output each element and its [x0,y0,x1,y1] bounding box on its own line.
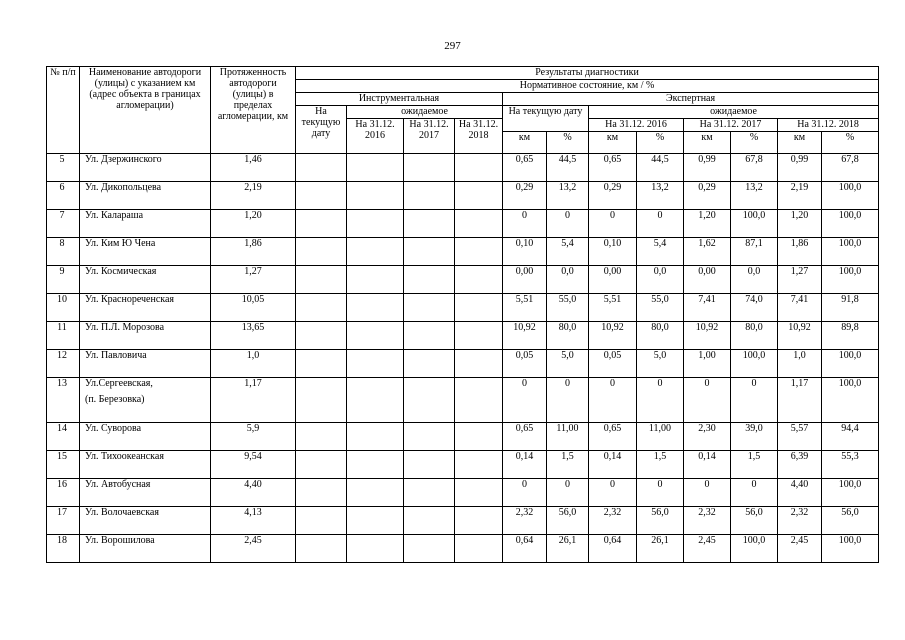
header-pct: % [731,132,778,154]
expert-km-cell: 1,00 [684,350,731,378]
row-number: 15 [47,451,80,479]
instrumental-cell [455,322,503,350]
instrumental-cell [296,479,347,507]
expert-km-cell: 1,20 [778,210,822,238]
road-name-line: Ул. Дзержинского [85,154,162,165]
expert-km-cell: 1,20 [684,210,731,238]
road-name-line: Ул. Суворова [85,423,142,434]
header-inst-current: На текущую дату [296,106,347,154]
expert-km-cell: 1,27 [778,266,822,294]
expert-pct-cell: 74,0 [731,294,778,322]
expert-pct-cell: 56,0 [637,507,684,535]
instrumental-cell [347,182,404,210]
instrumental-cell [296,266,347,294]
road-name-line: Ул.Сергеевская, [85,378,153,389]
expert-km-cell: 0,14 [589,451,637,479]
expert-km-cell: 0,00 [684,266,731,294]
expert-km-cell: 2,45 [684,535,731,563]
row-number: 9 [47,266,80,294]
instrumental-cell [296,154,347,182]
road-name [80,507,211,535]
expert-km-cell: 0 [589,210,637,238]
header-inst-2017: На 31.12. 2017 [404,119,455,154]
instrumental-cell [455,535,503,563]
header-exp-expected: ожидаемое [589,106,879,119]
expert-km-cell: 2,30 [684,423,731,451]
expert-pct-cell: 100,0 [731,210,778,238]
expert-pct-cell: 11,00 [637,423,684,451]
row-number: 16 [47,479,80,507]
expert-km-cell: 0,65 [589,423,637,451]
road-length: 2,45 [211,535,296,563]
instrumental-cell [347,479,404,507]
expert-pct-cell: 39,0 [731,423,778,451]
expert-pct-cell: 26,1 [637,535,684,563]
header-pct: % [637,132,684,154]
road-name-line: Ул. П.Л. Морозова [85,322,165,333]
expert-km-cell: 1,17 [778,378,822,423]
row-number: 18 [47,535,80,563]
road-name-line: Ул. Тихоокеанская [85,451,164,462]
instrumental-cell [347,322,404,350]
table-row [47,350,879,378]
road-name-line: Ул. Ворошилова [85,535,155,546]
table-row [47,238,879,266]
expert-km-cell: 0,05 [503,350,547,378]
row-number: 14 [47,423,80,451]
road-length: 13,65 [211,322,296,350]
road-name-line: Ул. Автобусная [85,479,151,490]
page-number: 297 [444,40,461,52]
header-inst-2018: На 31.12. 2018 [455,119,503,154]
instrumental-cell [455,350,503,378]
road-name-line: Ул. Павловича [85,350,147,361]
header-km: км [589,132,637,154]
expert-pct-cell: 0 [731,378,778,423]
instrumental-cell [455,423,503,451]
instrumental-cell [347,507,404,535]
expert-km-cell: 0,99 [684,154,731,182]
header-name: Наименование автодороги (улицы) с указанием км (адрес объекта в границах агломерации) [80,67,211,154]
road-length: 2,19 [211,182,296,210]
instrumental-cell [455,154,503,182]
header-num: № п/п [47,67,80,154]
expert-km-cell: 7,41 [684,294,731,322]
row-number: 17 [47,507,80,535]
instrumental-cell [455,210,503,238]
expert-pct-cell: 0,0 [547,266,589,294]
instrumental-cell [296,535,347,563]
expert-km-cell: 0,00 [503,266,547,294]
expert-km-cell: 10,92 [778,322,822,350]
instrumental-cell [347,535,404,563]
expert-pct-cell: 80,0 [547,322,589,350]
road-name-line: Ул. Дикопольцева [85,182,162,193]
header-length: Протяженность автодороги (улицы) в пределах агломерации, км [211,67,296,154]
expert-pct-cell: 0 [637,210,684,238]
road-length: 1,86 [211,238,296,266]
instrumental-cell [455,451,503,479]
expert-km-cell: 0,65 [589,154,637,182]
expert-km-cell: 10,92 [589,322,637,350]
road-name [80,238,211,266]
road-length: 4,40 [211,479,296,507]
table-row [47,423,879,451]
expert-km-cell: 0,29 [503,182,547,210]
instrumental-cell [347,238,404,266]
instrumental-cell [455,378,503,423]
table-row [47,154,879,182]
diagnostics-table [46,66,879,563]
expert-km-cell: 0,14 [684,451,731,479]
road-name [80,378,211,423]
expert-km-cell: 0,10 [503,238,547,266]
expert-pct-cell: 13,2 [637,182,684,210]
table-row [47,507,879,535]
road-name [80,322,211,350]
table-row [47,266,879,294]
road-name [80,423,211,451]
expert-pct-cell: 55,0 [637,294,684,322]
instrumental-cell [455,182,503,210]
road-length: 1,17 [211,378,296,423]
expert-pct-cell: 5,4 [637,238,684,266]
header-km: км [684,132,731,154]
road-name [80,535,211,563]
expert-km-cell: 10,92 [503,322,547,350]
expert-km-cell: 10,92 [684,322,731,350]
expert-km-cell: 7,41 [778,294,822,322]
expert-km-cell: 4,40 [778,479,822,507]
expert-km-cell: 0,64 [589,535,637,563]
road-name [80,479,211,507]
expert-km-cell: 0,00 [589,266,637,294]
instrumental-cell [455,294,503,322]
expert-pct-cell: 0,0 [637,266,684,294]
expert-pct-cell: 44,5 [637,154,684,182]
expert-km-cell: 0 [589,378,637,423]
row-number: 7 [47,210,80,238]
expert-pct-cell: 67,8 [731,154,778,182]
row-number: 8 [47,238,80,266]
expert-pct-cell: 1,5 [547,451,589,479]
instrumental-cell [404,507,455,535]
instrumental-cell [296,238,347,266]
expert-pct-cell: 55,3 [822,451,879,479]
expert-pct-cell: 0,0 [731,266,778,294]
header-expert: Экспертная [503,93,879,106]
header-inst-expected: ожидаемое [347,106,503,119]
instrumental-cell [404,322,455,350]
road-name-line: Ул. Ким Ю Чена [85,238,156,249]
road-name [80,451,211,479]
expert-pct-cell: 100,0 [822,378,879,423]
expert-pct-cell: 0 [547,210,589,238]
expert-km-cell: 0,05 [589,350,637,378]
header-pct: % [822,132,879,154]
instrumental-cell [404,451,455,479]
instrumental-cell [296,182,347,210]
instrumental-cell [404,238,455,266]
expert-km-cell: 0,29 [684,182,731,210]
expert-pct-cell: 100,0 [822,210,879,238]
instrumental-cell [404,350,455,378]
instrumental-cell [347,294,404,322]
table-row [47,479,879,507]
expert-pct-cell: 0 [547,479,589,507]
instrumental-cell [296,378,347,423]
row-number: 13 [47,378,80,423]
expert-pct-cell: 5,0 [547,350,589,378]
expert-pct-cell: 100,0 [731,350,778,378]
road-name [80,294,211,322]
instrumental-cell [455,479,503,507]
road-name [80,154,211,182]
expert-km-cell: 0,65 [503,423,547,451]
road-length: 10,05 [211,294,296,322]
expert-pct-cell: 67,8 [822,154,879,182]
expert-km-cell: 2,32 [503,507,547,535]
expert-km-cell: 0,29 [589,182,637,210]
instrumental-cell [404,378,455,423]
instrumental-cell [296,210,347,238]
expert-pct-cell: 55,0 [547,294,589,322]
expert-km-cell: 1,62 [684,238,731,266]
expert-km-cell: 1,86 [778,238,822,266]
instrumental-cell [347,154,404,182]
road-length: 5,9 [211,423,296,451]
expert-pct-cell: 87,1 [731,238,778,266]
expert-km-cell: 0 [503,378,547,423]
expert-pct-cell: 56,0 [547,507,589,535]
road-length: 1,20 [211,210,296,238]
road-name-line: Ул. Краснореченская [85,294,175,305]
expert-km-cell: 2,45 [778,535,822,563]
table-row [47,182,879,210]
road-name-line: Ул. Волочаевская [85,507,159,518]
road-name [80,266,211,294]
header-instrumental: Инструментальная [296,93,503,106]
expert-km-cell: 0,10 [589,238,637,266]
road-length: 1,27 [211,266,296,294]
instrumental-cell [347,423,404,451]
table-row [47,210,879,238]
instrumental-cell [347,266,404,294]
instrumental-cell [404,294,455,322]
expert-km-cell: 0 [503,210,547,238]
row-number: 10 [47,294,80,322]
instrumental-cell [404,182,455,210]
instrumental-cell [347,210,404,238]
expert-pct-cell: 0 [547,378,589,423]
road-name [80,350,211,378]
header-exp-current: На текущую дату [503,106,589,132]
expert-pct-cell: 13,2 [547,182,589,210]
instrumental-cell [347,378,404,423]
road-length: 1,0 [211,350,296,378]
expert-pct-cell: 0 [637,479,684,507]
expert-km-cell: 5,51 [589,294,637,322]
instrumental-cell [404,423,455,451]
expert-pct-cell: 44,5 [547,154,589,182]
expert-pct-cell: 100,0 [822,535,879,563]
instrumental-cell [296,507,347,535]
expert-pct-cell: 56,0 [822,507,879,535]
expert-pct-cell: 100,0 [822,238,879,266]
expert-pct-cell: 100,0 [822,479,879,507]
expert-km-cell: 0 [684,378,731,423]
expert-km-cell: 0,64 [503,535,547,563]
header-inst-2016: На 31.12. 2016 [347,119,404,154]
expert-pct-cell: 1,5 [731,451,778,479]
road-name [80,210,211,238]
header-km: км [778,132,822,154]
expert-km-cell: 6,39 [778,451,822,479]
row-number: 12 [47,350,80,378]
header-km: км [503,132,547,154]
instrumental-cell [296,294,347,322]
expert-km-cell: 2,32 [589,507,637,535]
instrumental-cell [347,350,404,378]
expert-km-cell: 0 [684,479,731,507]
row-number: 6 [47,182,80,210]
expert-pct-cell: 13,2 [731,182,778,210]
header-results: Результаты диагностики [296,67,879,80]
table-body [47,154,879,563]
instrumental-cell [296,423,347,451]
header-exp-2016: На 31.12. 2016 [589,119,684,132]
table-row [47,535,879,563]
expert-km-cell: 0,14 [503,451,547,479]
expert-km-cell: 0 [503,479,547,507]
header-exp-2018: На 31.12. 2018 [778,119,879,132]
expert-pct-cell: 100,0 [822,266,879,294]
instrumental-cell [347,451,404,479]
expert-pct-cell: 80,0 [731,322,778,350]
road-length: 9,54 [211,451,296,479]
expert-pct-cell: 0 [731,479,778,507]
expert-km-cell: 2,19 [778,182,822,210]
expert-pct-cell: 91,8 [822,294,879,322]
expert-pct-cell: 100,0 [731,535,778,563]
instrumental-cell [296,451,347,479]
instrumental-cell [455,507,503,535]
road-name-line-2: (п. Березовка) [85,394,145,405]
expert-km-cell: 0,65 [503,154,547,182]
instrumental-cell [455,266,503,294]
expert-km-cell: 0,99 [778,154,822,182]
road-name-line: Ул. Калараша [85,210,144,221]
road-length: 4,13 [211,507,296,535]
expert-pct-cell: 94,4 [822,423,879,451]
table-row [47,322,879,350]
expert-pct-cell: 11,00 [547,423,589,451]
instrumental-cell [404,479,455,507]
row-number: 5 [47,154,80,182]
header-pct: % [547,132,589,154]
instrumental-cell [296,350,347,378]
row-number: 11 [47,322,80,350]
expert-pct-cell: 5,4 [547,238,589,266]
header-exp-2017: На 31.12. 2017 [684,119,778,132]
instrumental-cell [455,238,503,266]
expert-km-cell: 5,57 [778,423,822,451]
expert-pct-cell: 80,0 [637,322,684,350]
expert-pct-cell: 5,0 [637,350,684,378]
expert-km-cell: 2,32 [778,507,822,535]
expert-pct-cell: 0 [637,378,684,423]
instrumental-cell [404,210,455,238]
instrumental-cell [404,535,455,563]
table-row [47,451,879,479]
expert-pct-cell: 1,5 [637,451,684,479]
road-name-line: Ул. Космическая [85,266,157,277]
road-name [80,182,211,210]
instrumental-cell [404,154,455,182]
header-normative: Нормативное состояние, км / % [296,80,879,93]
table-row [47,378,879,423]
expert-km-cell: 5,51 [503,294,547,322]
instrumental-cell [404,266,455,294]
table-row [47,294,879,322]
expert-pct-cell: 26,1 [547,535,589,563]
expert-pct-cell: 56,0 [731,507,778,535]
expert-km-cell: 1,0 [778,350,822,378]
expert-pct-cell: 100,0 [822,350,879,378]
road-length: 1,46 [211,154,296,182]
expert-pct-cell: 89,8 [822,322,879,350]
expert-pct-cell: 100,0 [822,182,879,210]
expert-km-cell: 0 [589,479,637,507]
instrumental-cell [296,322,347,350]
expert-km-cell: 2,32 [684,507,731,535]
